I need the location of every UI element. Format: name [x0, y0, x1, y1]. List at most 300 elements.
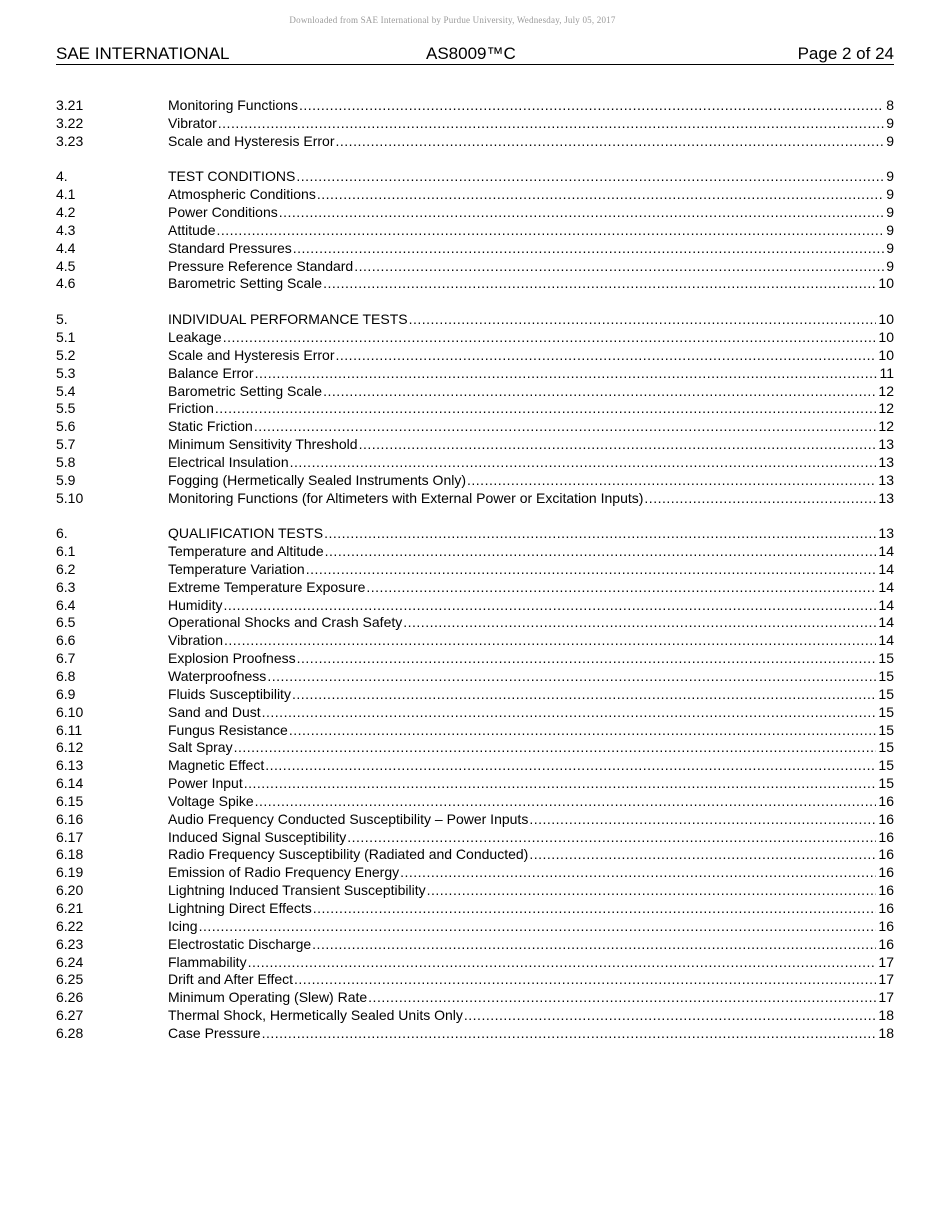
toc-entry[interactable] [56, 186, 894, 204]
toc-entry-title: Lightning Induced Transient Susceptibility [168, 882, 426, 899]
toc-entry[interactable] [56, 275, 894, 293]
toc-entry-title-line [168, 704, 894, 722]
toc-entry-title-line [168, 133, 894, 151]
toc-entry-title: INDIVIDUAL PERFORMANCE TESTS [168, 311, 408, 328]
toc-entry-number: 5.1 [56, 328, 76, 345]
toc-entry-title-line [168, 561, 894, 579]
toc-entry[interactable] [56, 490, 894, 508]
toc-entry[interactable] [56, 757, 894, 775]
toc-entry-title-line [168, 936, 894, 954]
toc-entry-number: 6.27 [56, 1007, 84, 1024]
toc-entry[interactable] [56, 650, 894, 668]
table-of-contents [56, 97, 894, 1043]
header-document-id: AS8009™C [426, 44, 516, 63]
toc-entry-page: 16 [878, 864, 894, 881]
toc-entry-title: Barometric Setting Scale [168, 275, 323, 292]
toc-entry-number: 6.1 [56, 543, 76, 560]
dot-leader [368, 989, 876, 1007]
toc-entry-number: 6.7 [56, 650, 76, 667]
toc-entry-page: 15 [878, 739, 894, 756]
toc-entry[interactable] [56, 614, 894, 632]
toc-entry-title-line [168, 525, 894, 543]
toc-entry-page: 16 [878, 899, 894, 916]
dot-leader [324, 525, 876, 543]
toc-entry-page: 12 [878, 418, 894, 435]
toc-entry-number: 5.9 [56, 471, 76, 488]
toc-entry-page: 13 [878, 525, 894, 542]
dot-leader [218, 115, 884, 133]
toc-entry-number: 6.28 [56, 1024, 84, 1041]
toc-entry-page: 18 [878, 1007, 894, 1024]
toc-entry-title: Attitude [168, 221, 216, 238]
dot-leader [279, 204, 884, 222]
toc-entry-title-line [168, 436, 894, 454]
toc-entry[interactable] [56, 632, 894, 650]
toc-entry-page: 10 [878, 346, 894, 363]
toc-entry-number: 4.2 [56, 204, 76, 221]
toc-entry-title: Flammability [168, 953, 247, 970]
dot-leader [244, 775, 877, 793]
toc-entry-title-line [168, 614, 894, 632]
toc-entry-title-line [168, 989, 894, 1007]
toc-entry-page: 13 [878, 489, 894, 506]
toc-entry-title: Leakage [168, 328, 222, 345]
toc-entry[interactable] [56, 954, 894, 972]
toc-entry-number: 5.2 [56, 346, 76, 363]
toc-entry-number: 6.24 [56, 953, 84, 970]
toc-entry-title-line [168, 739, 894, 757]
toc-entry[interactable] [56, 258, 894, 276]
toc-entry-title: Fogging (Hermetically Sealed Instruments Only) [168, 471, 467, 488]
toc-entry-title: Extreme Temperature Exposure [168, 578, 366, 595]
toc-entry[interactable] [56, 329, 894, 347]
toc-entry[interactable] [56, 115, 894, 133]
toc-entry-page: 13 [878, 436, 894, 453]
toc-entry-title: Audio Frequency Conducted Susceptibility – Power Inputs [168, 810, 529, 827]
toc-entry-title-line [168, 329, 894, 347]
toc-entry-number: 6.4 [56, 596, 76, 613]
dot-leader [427, 882, 877, 900]
toc-entry-title-line [168, 97, 894, 115]
toc-entry-number: 5.7 [56, 436, 76, 453]
dot-leader [223, 597, 876, 615]
toc-entry-number: 5.5 [56, 400, 76, 417]
toc-entry-number: 3.21 [56, 97, 84, 113]
toc-entry-number: 6.10 [56, 703, 84, 720]
page-header [56, 44, 894, 65]
toc-entry[interactable] [56, 454, 894, 472]
toc-entry-title-line [168, 347, 894, 365]
toc-entry-title: Barometric Setting Scale [168, 382, 323, 399]
toc-entry-title: Thermal Shock, Hermetically Sealed Units Only [168, 1007, 463, 1024]
toc-entry-title-line [168, 418, 894, 436]
toc-entry-number: 6.19 [56, 864, 84, 881]
dot-leader [255, 365, 878, 383]
toc-entry[interactable] [56, 668, 894, 686]
dot-leader [223, 329, 877, 347]
toc-entry[interactable] [56, 543, 894, 561]
dot-leader [336, 347, 877, 365]
toc-entry-title: Friction [168, 400, 214, 417]
toc-entry-number: 6.11 [56, 721, 83, 738]
toc-entry-page: 16 [878, 828, 894, 845]
dot-leader [289, 722, 877, 740]
toc-entry-title: TEST CONDITIONS [168, 168, 296, 185]
toc-entry-title-line [168, 240, 894, 258]
toc-entry[interactable] [56, 722, 894, 740]
toc-entry-page: 16 [878, 917, 894, 934]
dot-leader [262, 1025, 877, 1043]
toc-entry-title: Monitoring Functions (for Altimeters with External Power or Excitation Inputs) [168, 489, 644, 506]
toc-entry-title-line [168, 490, 894, 508]
dot-leader [293, 240, 884, 258]
toc-entry-page: 10 [878, 311, 894, 328]
dot-leader [323, 383, 876, 401]
toc-entry-title: Temperature Variation [168, 560, 305, 577]
toc-entry-title-line [168, 918, 894, 936]
toc-entry-number: 5.10 [56, 489, 84, 506]
dot-leader [312, 936, 876, 954]
toc-entry-page: 14 [878, 632, 894, 649]
toc-entry-number: 4.6 [56, 275, 76, 292]
toc-entry[interactable] [56, 704, 894, 722]
toc-entry[interactable] [56, 686, 894, 704]
toc-entry-title-line [168, 668, 894, 686]
toc-entry-title: Explosion Proofness [168, 650, 296, 667]
toc-entry-title-line [168, 275, 894, 293]
dot-leader [299, 97, 884, 115]
toc-entry-number: 5.8 [56, 453, 76, 470]
toc-entry-title: Minimum Operating (Slew) Rate [168, 989, 368, 1006]
toc-entry-title-line [168, 775, 894, 793]
toc-entry-title: Sand and Dust [168, 703, 261, 720]
toc-entry-number: 6.3 [56, 578, 76, 595]
toc-entry-title-line [168, 793, 894, 811]
toc-entry-title-line [168, 454, 894, 472]
toc-entry-number: 5.4 [56, 382, 76, 399]
dot-leader [313, 900, 877, 918]
toc-entry-page: 10 [878, 275, 894, 292]
dot-leader [400, 864, 876, 882]
toc-entry[interactable] [56, 579, 894, 597]
toc-entry-title: Magnetic Effect [168, 757, 265, 774]
toc-entry-page: 9 [886, 114, 894, 131]
dot-leader [296, 168, 884, 186]
dot-leader [294, 971, 876, 989]
dot-leader [297, 650, 877, 668]
toc-entry-title-line [168, 722, 894, 740]
dot-leader [359, 436, 877, 454]
toc-entry-title-line [168, 258, 894, 276]
toc-entry[interactable] [56, 864, 894, 882]
toc-entry-title: QUALIFICATION TESTS [168, 525, 324, 542]
toc-entry[interactable] [56, 240, 894, 258]
toc-entry-number: 6.6 [56, 632, 76, 649]
dot-leader [199, 918, 877, 936]
dot-leader [366, 579, 876, 597]
toc-entry-title: Fungus Resistance [168, 721, 288, 738]
toc-entry-title-line [168, 686, 894, 704]
toc-entry-number: 5.3 [56, 364, 76, 381]
toc-entry[interactable] [56, 400, 894, 418]
toc-entry-title-line [168, 864, 894, 882]
toc-entry[interactable] [56, 347, 894, 365]
toc-entry-page: 16 [878, 792, 894, 809]
toc-entry-number: 6.22 [56, 917, 84, 934]
toc-entry-page: 15 [878, 668, 894, 684]
toc-entry-number: 4.5 [56, 257, 76, 274]
toc-entry-page: 15 [878, 721, 894, 738]
toc-entry[interactable] [56, 222, 894, 240]
toc-entry-page: 17 [878, 953, 894, 970]
toc-entry-title-line [168, 222, 894, 240]
dot-leader [265, 757, 876, 775]
dot-leader [354, 258, 884, 276]
header-organization: SAE INTERNATIONAL [56, 44, 230, 63]
toc-entry-number: 6.13 [56, 757, 84, 774]
toc-entry-number: 6. [56, 525, 68, 542]
toc-entry-title: Lightning Direct Effects [168, 899, 312, 916]
toc-entry-title: Drift and After Effect [168, 971, 294, 988]
toc-entry-title-line [168, 1025, 894, 1043]
toc-entry-page: 15 [878, 685, 894, 702]
dot-leader [292, 686, 876, 704]
dot-leader [216, 222, 884, 240]
toc-entry-number: 4.1 [56, 186, 76, 203]
toc-entry[interactable] [56, 829, 894, 847]
toc-entry-number: 4.4 [56, 239, 76, 256]
toc-entry-number: 6.26 [56, 989, 84, 1006]
toc-entry[interactable] [56, 900, 894, 918]
toc-entry-page: 16 [878, 846, 894, 863]
toc-entry[interactable] [56, 472, 894, 490]
toc-entry[interactable] [56, 846, 894, 864]
toc-entry-page: 16 [878, 810, 894, 827]
toc-entry-page: 9 [886, 204, 894, 221]
toc-entry-title: Balance Error [168, 364, 254, 381]
toc-entry-number: 6.20 [56, 882, 84, 899]
toc-entry-title-line [168, 846, 894, 864]
toc-entry-title: Waterproofness [168, 668, 267, 684]
toc-entry-page: 17 [878, 989, 894, 1006]
toc-entry-number: 6.5 [56, 614, 76, 631]
toc-entry-title: Humidity [168, 596, 223, 613]
toc-entry-number: 4.3 [56, 221, 76, 238]
toc-entry-title-line [168, 829, 894, 847]
toc-entry[interactable] [56, 882, 894, 900]
toc-entry[interactable] [56, 971, 894, 989]
toc-entry-number: 6.2 [56, 560, 76, 577]
toc-entry-number: 3.23 [56, 132, 84, 149]
toc-entry-title-line [168, 882, 894, 900]
dot-leader [234, 739, 877, 757]
toc-entry-page: 14 [878, 614, 894, 631]
toc-entry-number: 6.14 [56, 775, 84, 792]
dot-leader [255, 793, 877, 811]
toc-entry-number: 5.6 [56, 418, 76, 435]
toc-entry-page: 9 [886, 186, 894, 203]
toc-entry-title: Electrostatic Discharge [168, 935, 312, 952]
toc-entry-title-line [168, 186, 894, 204]
dot-leader [336, 133, 885, 151]
toc-entry-page: 12 [878, 400, 894, 417]
toc-entry[interactable] [56, 561, 894, 579]
header-page-number: Page 2 of 24 [797, 44, 894, 63]
toc-entry[interactable] [56, 383, 894, 401]
dot-leader [254, 418, 877, 436]
toc-entry-title-line [168, 579, 894, 597]
toc-entry-page: 13 [878, 471, 894, 488]
toc-entry-title: Temperature and Altitude [168, 543, 324, 560]
dot-leader [306, 561, 877, 579]
toc-entry-title: Voltage Spike [168, 792, 254, 809]
toc-entry-number: 6.8 [56, 668, 76, 684]
toc-entry-title-line [168, 900, 894, 918]
toc-entry-page: 9 [886, 168, 894, 185]
dot-leader [215, 400, 877, 418]
toc-entry-title-line [168, 757, 894, 775]
toc-entry-number: 6.9 [56, 685, 76, 702]
toc-entry-title: Standard Pressures [168, 239, 292, 256]
toc-entry-title: Emission of Radio Frequency Energy [168, 864, 400, 881]
toc-entry-title: Power Conditions [168, 204, 278, 221]
toc-entry[interactable] [56, 793, 894, 811]
dot-leader [325, 543, 877, 561]
toc-entry-number: 6.23 [56, 935, 84, 952]
toc-entry[interactable] [56, 525, 894, 543]
toc-entry-page: 9 [886, 257, 894, 274]
toc-entry[interactable] [56, 811, 894, 829]
toc-entry-title-line [168, 311, 894, 329]
toc-entry[interactable] [56, 168, 894, 186]
toc-entry-page: 9 [886, 239, 894, 256]
toc-entry[interactable] [56, 311, 894, 329]
toc-entry-number: 4. [56, 168, 68, 185]
dot-leader [409, 311, 877, 329]
toc-entry[interactable] [56, 1007, 894, 1025]
toc-entry-page: 8 [886, 97, 894, 113]
dot-leader [529, 811, 876, 829]
toc-entry-title: Static Friction [168, 418, 253, 435]
dot-leader [529, 846, 876, 864]
toc-entry-title-line [168, 543, 894, 561]
toc-entry-page: 15 [878, 703, 894, 720]
toc-entry-title-line [168, 204, 894, 222]
toc-entry[interactable] [56, 204, 894, 222]
toc-entry-title: Scale and Hysteresis Error [168, 346, 335, 363]
toc-entry-title: Fluids Susceptibility [168, 685, 291, 702]
toc-entry-title-line [168, 472, 894, 490]
dot-leader [347, 829, 876, 847]
toc-entry-title: Vibrator [168, 114, 217, 131]
toc-entry-number: 6.25 [56, 971, 84, 988]
toc-entry-number: 6.21 [56, 899, 84, 916]
toc-entry-title-line [168, 632, 894, 650]
toc-entry[interactable] [56, 365, 894, 383]
toc-entry-title: Pressure Reference Standard [168, 257, 354, 274]
download-watermark: Downloaded from SAE International by Purdue University, Wednesday, July 05, 2017 [289, 15, 616, 25]
toc-entry-title-line [168, 597, 894, 615]
dot-leader [248, 954, 877, 972]
toc-entry-page: 15 [878, 757, 894, 774]
toc-entry[interactable] [56, 97, 894, 115]
toc-entry[interactable] [56, 436, 894, 454]
toc-entry-title-line [168, 954, 894, 972]
toc-entry-page: 9 [886, 221, 894, 238]
toc-entry-page: 14 [878, 596, 894, 613]
toc-entry-page: 16 [878, 935, 894, 952]
dot-leader [644, 490, 876, 508]
toc-entry-title: Operational Shocks and Crash Safety [168, 614, 403, 631]
toc-entry[interactable] [56, 989, 894, 1007]
toc-entry-title: Monitoring Functions [168, 97, 298, 113]
toc-entry-title-line [168, 811, 894, 829]
toc-entry-title: Case Pressure [168, 1024, 261, 1041]
toc-entry-page: 9 [886, 132, 894, 149]
toc-entry-page: 11 [879, 364, 894, 381]
toc-entry-title: Icing [168, 917, 198, 934]
dot-leader [467, 472, 876, 490]
dot-leader [323, 275, 876, 293]
dot-leader [403, 614, 876, 632]
toc-entry-title-line [168, 971, 894, 989]
toc-entry[interactable] [56, 597, 894, 615]
toc-entry-title: Minimum Sensitivity Threshold [168, 436, 358, 453]
toc-entry-title: Atmospheric Conditions [168, 186, 316, 203]
toc-entry-number: 6.15 [56, 792, 84, 809]
toc-entry-page: 15 [878, 775, 894, 792]
dot-leader [317, 186, 884, 204]
toc-entry-page: 17 [878, 971, 894, 988]
toc-entry-page: 14 [878, 560, 894, 577]
toc-entry-page: 14 [878, 578, 894, 595]
toc-entry[interactable] [56, 1025, 894, 1043]
toc-entry[interactable] [56, 739, 894, 757]
toc-entry-title: Electrical Insulation [168, 453, 289, 470]
toc-entry-number: 3.22 [56, 114, 84, 131]
toc-entry-title: Radio Frequency Susceptibility (Radiated and Conducted) [168, 846, 529, 863]
toc-entry-title-line [168, 650, 894, 668]
toc-entry-page: 10 [878, 328, 894, 345]
toc-entry-page: 13 [878, 453, 894, 470]
toc-entry-title: Induced Signal Susceptibility [168, 828, 347, 845]
toc-entry-title: Salt Spray [168, 739, 233, 756]
dot-leader [290, 454, 877, 472]
toc-entry-title-line [168, 365, 894, 383]
toc-entry-title-line [168, 1007, 894, 1025]
toc-entry-number: 6.17 [56, 828, 84, 845]
toc-entry-page: 15 [878, 650, 894, 667]
toc-entry-number: 6.18 [56, 846, 84, 863]
toc-entry-page: 18 [878, 1024, 894, 1041]
toc-entry-title: Power Input [168, 775, 243, 792]
toc-entry[interactable] [56, 133, 894, 151]
toc-entry[interactable] [56, 418, 894, 436]
toc-entry[interactable] [56, 775, 894, 793]
toc-entry-title-line [168, 115, 894, 133]
toc-entry-number: 5. [56, 311, 68, 328]
toc-entry-page: 12 [878, 382, 894, 399]
toc-entry-number: 6.12 [56, 739, 84, 756]
dot-leader [267, 668, 876, 686]
toc-entry[interactable] [56, 936, 894, 954]
toc-entry-page: 16 [878, 882, 894, 899]
toc-entry-title-line [168, 383, 894, 401]
toc-entry-title-line [168, 400, 894, 418]
toc-entry[interactable] [56, 918, 894, 936]
dot-leader [262, 704, 877, 722]
dot-leader [224, 632, 876, 650]
